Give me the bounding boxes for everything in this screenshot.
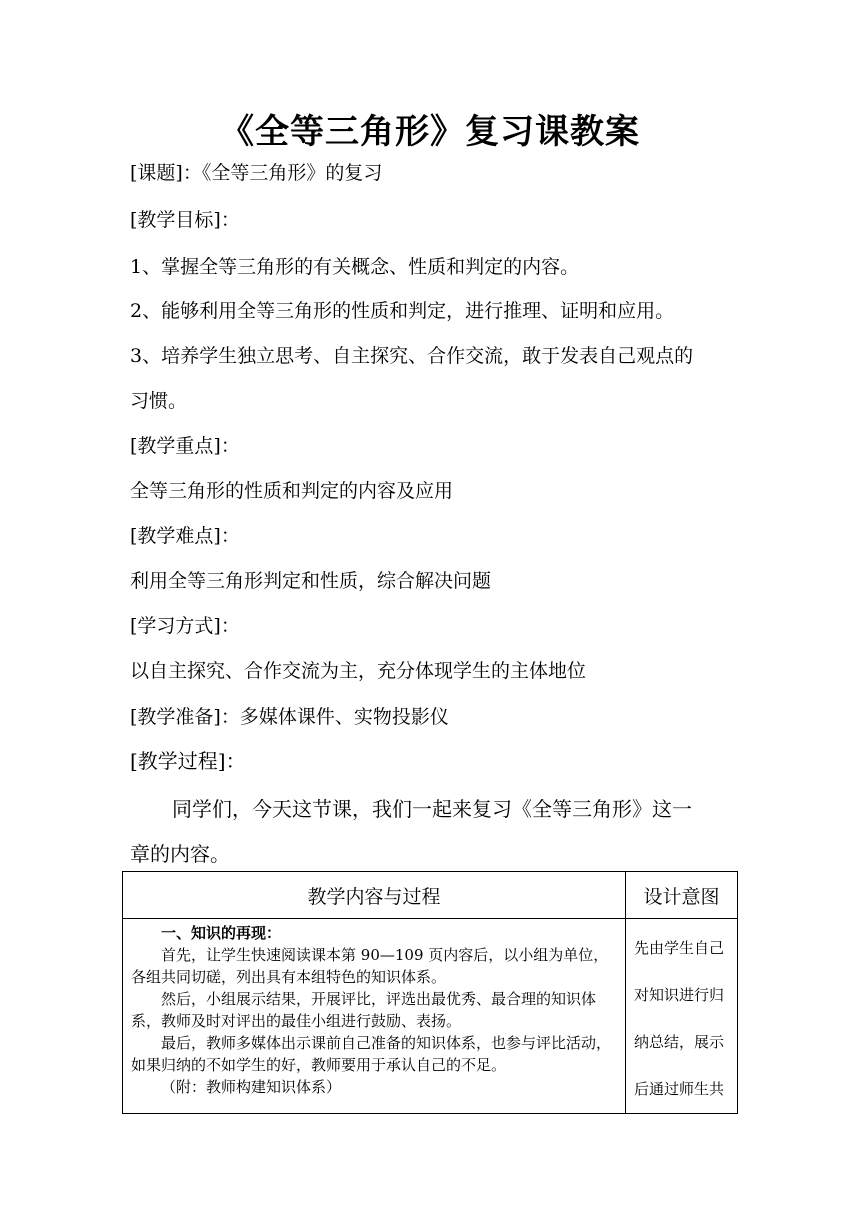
process-label: [教学过程]： <box>130 749 246 773</box>
paragraph-3: 最后，教师多媒体出示课前自己准备的知识体系，也参与评比活动，如果归纳的不如学生的好，教师要用于承认自己的不足。 <box>131 1034 612 1074</box>
intent-line: 纳总结，展示 <box>634 1033 725 1051</box>
goal-1: 1、掌握全等三角形的有关概念、性质和判定的内容。 <box>130 256 580 278</box>
intent-line: 先由学生自己 <box>634 939 725 957</box>
document-title: 《全等三角形》复习课教案 <box>220 112 640 152</box>
goal-2: 2、能够利用全等三角形的性质和判定，进行推理、证明和应用。 <box>130 300 675 322</box>
topic-line: [课题]：《全等三角形》的复习 <box>130 162 383 184</box>
intent-cell <box>626 919 738 1114</box>
goal-3: 3、培养学生独立思考、自主探究、合作交流，敢于发表自己观点的 <box>130 345 694 367</box>
table-row <box>123 919 738 1114</box>
table-header-row <box>123 872 738 919</box>
content-cell <box>123 919 626 1114</box>
key-points-label: [教学重点]： <box>130 435 240 457</box>
key-points-text: 全等三角形的性质和判定的内容及应用 <box>130 480 454 502</box>
header-intent: 设计意图 <box>626 872 738 919</box>
difficulty-label: [教学难点]： <box>130 525 240 547</box>
difficulty-text: 利用全等三角形判定和性质，综合解决问题 <box>130 570 492 592</box>
intent-line: 对知识进行归 <box>634 986 725 1004</box>
method-text: 以自主探究、合作交流为主，充分体现学生的主体地位 <box>130 660 587 682</box>
goal-3-cont: 习惯。 <box>130 390 188 412</box>
intro-paragraph: 同学们，今天这节课，我们一起来复习《全等三角形》这一 <box>172 797 692 821</box>
goals-label: [教学目标]： <box>130 209 240 231</box>
paragraph-2: 然后，小组展示结果，开展评比，评选出最优秀、最合理的知识体系，教师及时对评出的最佳小组进行鼓励、表扬。 <box>131 990 597 1030</box>
intro-paragraph-cont: 章的内容。 <box>130 842 230 866</box>
intent-line: 后通过师生共 <box>634 1080 725 1098</box>
paragraph-1: 首先，让学生快速阅读课本第 90—109 页内容后，以小组为单位，各组共同切磋，列出具有本组特色的知识体系。 <box>131 946 609 986</box>
paragraph-4: （附：教师构建知识体系） <box>161 1078 342 1096</box>
preparation-line: [教学准备]：多媒体课件、实物投影仪 <box>130 706 449 728</box>
method-label: [学习方式]： <box>130 615 240 637</box>
header-content: 教学内容与过程 <box>123 872 626 919</box>
section-heading: 一、知识的再现： <box>161 924 282 942</box>
lesson-table <box>122 871 738 1114</box>
